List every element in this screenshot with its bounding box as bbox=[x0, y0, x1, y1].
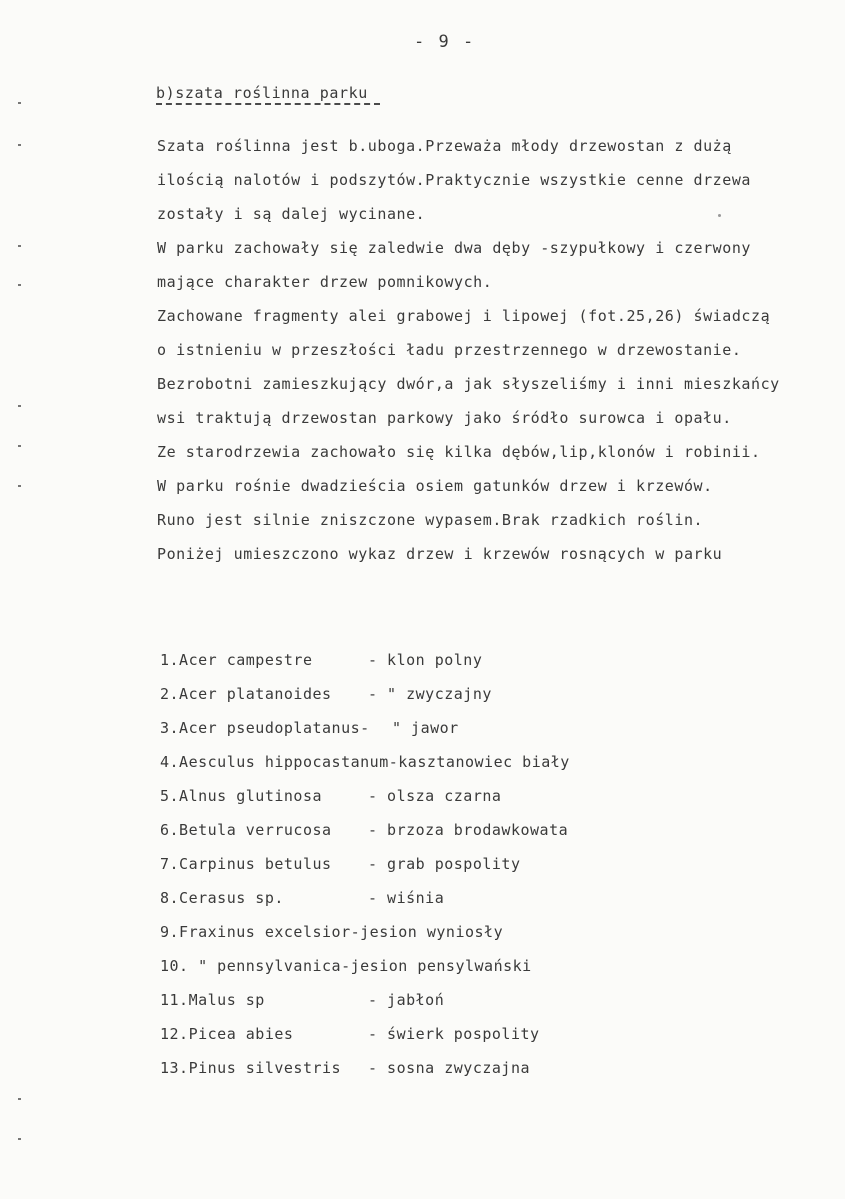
species-common-name: " jawor bbox=[392, 719, 459, 737]
list-item bbox=[160, 750, 800, 784]
list-item bbox=[160, 920, 800, 954]
species-name: 8.Cerasus sp. bbox=[160, 889, 284, 907]
margin-mark bbox=[18, 485, 21, 487]
species-common-name: - klon polny bbox=[368, 651, 483, 669]
list-item bbox=[160, 1022, 800, 1056]
species-list bbox=[160, 648, 800, 1090]
list-item bbox=[160, 682, 800, 716]
paragraph-line: W parku zachowały się zaledwie dwa dęby -szypułkowy i czerwony bbox=[157, 239, 752, 257]
species-name: 10. " pennsylvanica-jesion pensylwański bbox=[160, 957, 532, 975]
heading-underline bbox=[156, 103, 380, 105]
paragraph-line: zostały i są dalej wycinane. bbox=[157, 205, 426, 223]
species-name: 12.Picea abies bbox=[160, 1025, 294, 1043]
list-item bbox=[160, 988, 800, 1022]
species-name: 9.Fraxinus excelsior-jesion wyniosły bbox=[160, 923, 504, 941]
species-name: 2.Acer platanoides bbox=[160, 685, 332, 703]
species-name: 5.Alnus glutinosa bbox=[160, 787, 323, 805]
paragraph-line: Ze starodrzewia zachowało się kilka dębów,lip,klonów i robinii. bbox=[157, 443, 761, 461]
list-item bbox=[160, 716, 800, 750]
species-name: 7.Carpinus betulus bbox=[160, 855, 332, 873]
margin-mark bbox=[18, 102, 21, 104]
page-number: - 9 - bbox=[414, 32, 476, 52]
list-item bbox=[160, 784, 800, 818]
list-item bbox=[160, 852, 800, 886]
margin-mark bbox=[18, 284, 21, 286]
section-heading: b)szata roślinna parku bbox=[156, 84, 368, 102]
list-item bbox=[160, 648, 800, 682]
paragraph-line: Bezrobotni zamieszkujący dwór,a jak słyszeliśmy i inni mieszkańcy bbox=[157, 375, 780, 393]
species-common-name: - " zwyczajny bbox=[368, 685, 492, 703]
margin-mark bbox=[18, 1138, 21, 1140]
margin-mark bbox=[18, 144, 21, 146]
species-common-name: - sosna zwyczajna bbox=[368, 1059, 531, 1077]
species-common-name: - olsza czarna bbox=[368, 787, 502, 805]
species-name: 1.Acer campestre bbox=[160, 651, 313, 669]
margin-mark bbox=[18, 445, 21, 447]
paragraph-line: mające charakter drzew pomnikowych. bbox=[157, 273, 493, 291]
margin-mark bbox=[18, 245, 21, 247]
paragraph-line: ilością nalotów i podszytów.Praktycznie wszystkie cenne drzewa bbox=[157, 171, 752, 189]
species-common-name: - grab pospolity bbox=[368, 855, 521, 873]
paragraph-line: Szata roślinna jest b.uboga.Przeważa młody drzewostan z dużą bbox=[157, 137, 732, 155]
species-common-name: - świerk pospolity bbox=[368, 1025, 540, 1043]
list-item bbox=[160, 1056, 800, 1090]
paper-speck bbox=[718, 214, 721, 217]
species-name: 6.Betula verrucosa bbox=[160, 821, 332, 839]
list-item bbox=[160, 886, 800, 920]
paragraph-line: Zachowane fragmenty alei grabowej i lipowej (fot.25,26) świadczą bbox=[157, 307, 771, 325]
body-paragraph bbox=[157, 134, 817, 576]
paragraph-line: Runo jest silnie zniszczone wypasem.Brak rzadkich roślin. bbox=[157, 511, 704, 529]
species-common-name: - jabłoń bbox=[368, 991, 445, 1009]
margin-mark bbox=[18, 1098, 21, 1100]
species-name: 13.Pinus silvestris bbox=[160, 1059, 342, 1077]
paragraph-line: o istnieniu w przeszłości ładu przestrzennego w drzewostanie. bbox=[157, 341, 742, 359]
species-name: 4.Aesculus hippocastanum-kasztanowiec biały bbox=[160, 753, 570, 771]
species-common-name: - wiśnia bbox=[368, 889, 445, 907]
paragraph-line: W parku rośnie dwadzieścia osiem gatunków drzew i krzewów. bbox=[157, 477, 713, 495]
margin-mark bbox=[18, 405, 21, 407]
list-item bbox=[160, 818, 800, 852]
paragraph-line: Poniżej umieszczono wykaz drzew i krzewów rosnących w parku bbox=[157, 545, 723, 563]
paragraph-line: wsi traktują drzewostan parkowy jako śródło surowca i opału. bbox=[157, 409, 732, 427]
species-name: 3.Acer pseudoplatanus- bbox=[160, 719, 370, 737]
species-name: 11.Malus sp bbox=[160, 991, 265, 1009]
species-common-name: - brzoza brodawkowata bbox=[368, 821, 569, 839]
list-item bbox=[160, 954, 800, 988]
